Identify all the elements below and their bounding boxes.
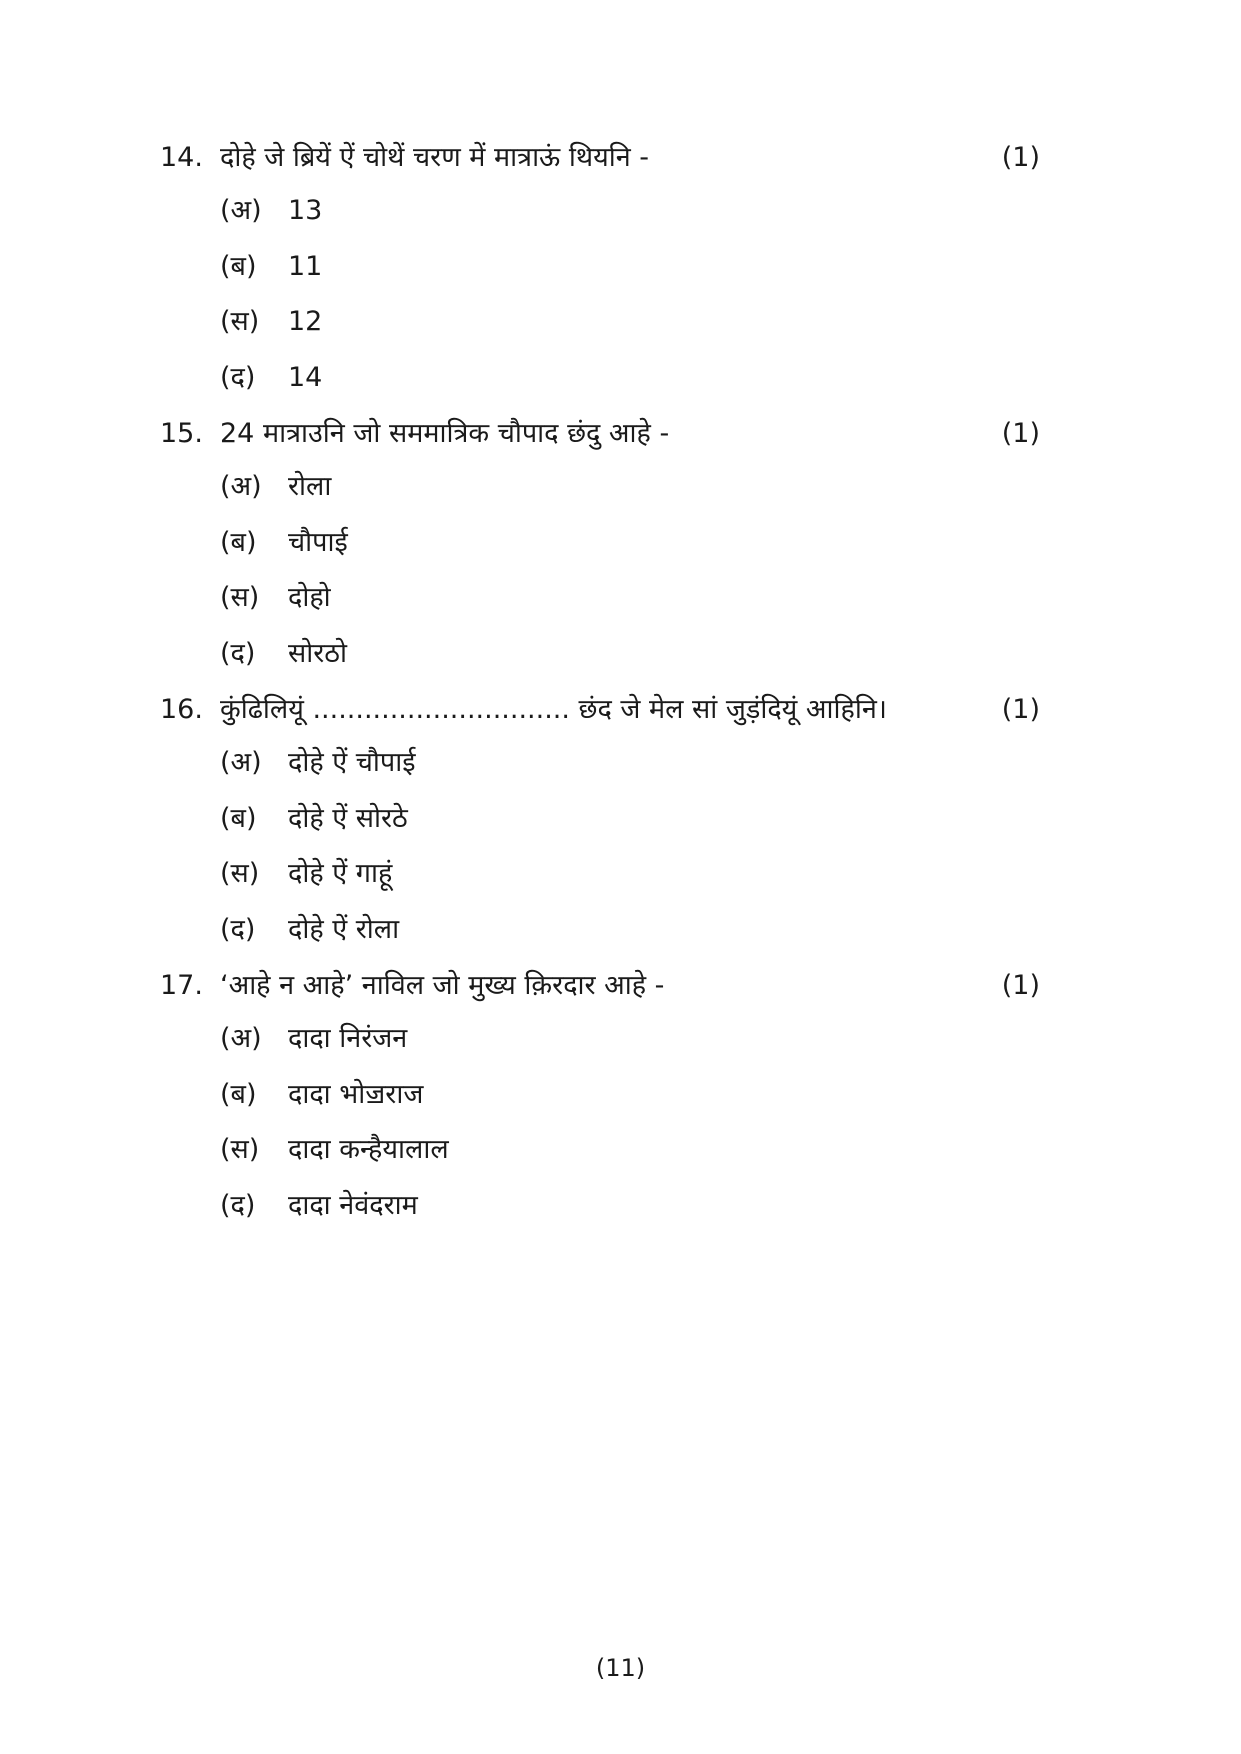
option-label: (द) (220, 1189, 256, 1221)
option-text: 13 (288, 195, 323, 226)
option-text: दादा कन्हैयालाल (288, 1134, 449, 1165)
option-text: दादा निरंजन (288, 1023, 408, 1054)
option-label: (द) (220, 637, 256, 669)
option-d (160, 350, 1040, 406)
option-c (160, 570, 1040, 626)
question-header (160, 133, 1040, 183)
option-text: 14 (288, 361, 323, 393)
option-label: (अ) (220, 195, 262, 226)
question-text: 24 मात्राउनि जो सममात्रिक चौपाद छंदु आहे - (220, 418, 670, 449)
option-a (160, 183, 1040, 239)
question-header (160, 685, 1040, 735)
question-17 (160, 961, 1040, 1233)
option-label: (स) (220, 1134, 260, 1165)
question-marks: (1) (1001, 694, 1040, 725)
option-text: सोरठो (288, 637, 347, 669)
question-marks: (1) (1001, 970, 1040, 1001)
option-b (160, 791, 1040, 847)
option-text: दोहे ऐं रोला (288, 913, 400, 945)
option-label: (द) (220, 361, 256, 393)
option-label: (ब) (220, 250, 257, 282)
option-text: दादा नेवंदराम (288, 1189, 418, 1221)
option-text: चौपाई (288, 526, 348, 558)
option-label: (अ) (220, 1023, 262, 1054)
option-b (160, 515, 1040, 571)
option-label: (स) (220, 306, 260, 337)
option-label: (ब) (220, 526, 257, 558)
option-text: 12 (288, 306, 323, 337)
question-number: 15. (160, 418, 203, 449)
option-label: (अ) (220, 471, 262, 502)
option-text: दोहे ऐं सोरठे (288, 802, 408, 834)
option-c (160, 1122, 1040, 1178)
option-text: दादा भोॼराज (288, 1078, 424, 1110)
option-c (160, 846, 1040, 902)
option-text: 11 (288, 250, 323, 282)
question-15 (160, 409, 1040, 681)
question-number: 16. (160, 694, 203, 725)
question-number: 17. (160, 970, 203, 1001)
question-header (160, 961, 1040, 1011)
question-14 (160, 133, 1040, 405)
option-d (160, 626, 1040, 682)
option-c (160, 294, 1040, 350)
option-a (160, 735, 1040, 791)
option-text: रोला (288, 471, 332, 502)
option-b (160, 1067, 1040, 1123)
page-number: (11) (595, 1654, 646, 1682)
option-a (160, 1011, 1040, 1067)
option-label: (ब) (220, 802, 257, 834)
option-a (160, 459, 1040, 515)
option-text: दोहो (288, 582, 331, 613)
question-marks: (1) (1001, 142, 1040, 173)
question-number: 14. (160, 142, 203, 173)
option-label: (स) (220, 582, 260, 613)
option-b (160, 239, 1040, 295)
question-text: ‘आहे न आहे’ नाविल जो मुख्य क़िरदार आहे - (220, 970, 665, 1001)
question-header (160, 409, 1040, 459)
option-text: दोहे ऐं चौपाई (288, 747, 416, 778)
option-label: (अ) (220, 747, 262, 778)
question-16 (160, 685, 1040, 957)
option-text: दोहे ऐं गाहूं (288, 858, 393, 889)
option-d (160, 902, 1040, 958)
question-text: कुंढिलियूं .............................. छंद जे मेल सां जुड़ंदियूं आहिनि। (220, 694, 888, 725)
question-marks: (1) (1001, 418, 1040, 449)
option-label: (द) (220, 913, 256, 945)
question-text: दोहे जे ब्रियें ऐं चोथें चरण में मात्राऊं थियनि - (220, 142, 650, 173)
option-label: (स) (220, 858, 260, 889)
option-label: (ब) (220, 1078, 257, 1110)
option-d (160, 1178, 1040, 1234)
